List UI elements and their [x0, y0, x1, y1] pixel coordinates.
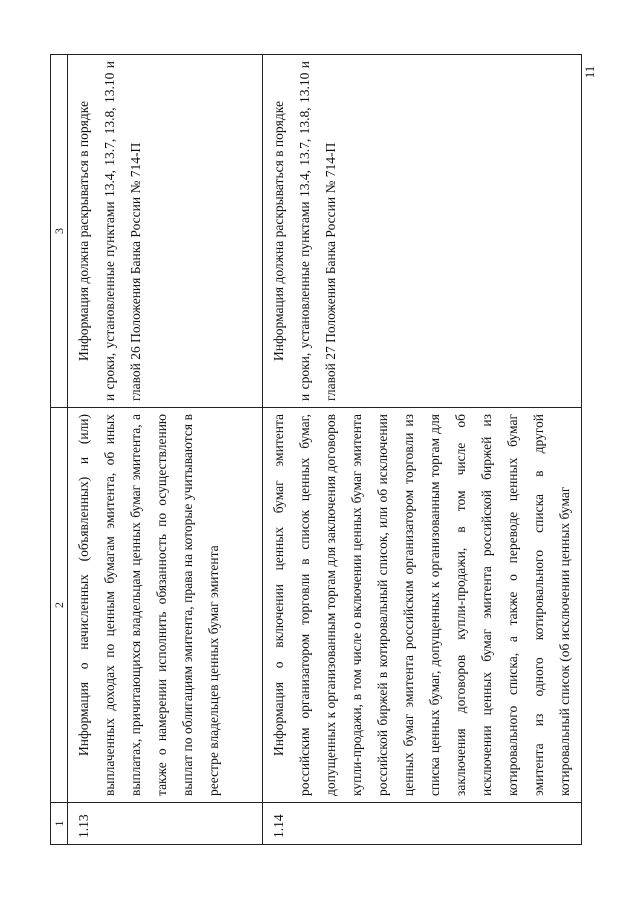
- header-col-1: 1: [51, 803, 68, 845]
- row-number: 1.13: [68, 803, 263, 845]
- row-description: Информация о начисленных (объявленных) и (или) выплаченных доходах по ценным бумагам эмитента, об иных выплатах, причитающихся владельцам ценных бумаг эмитента, а также о намерении исполнить обязанность по осуществлению выплат по облигациям эмитента, права на которые учитываются в реестре владельцев ценных бумаг эмитента: [68, 408, 263, 803]
- document-page: [45, 45, 585, 855]
- disclosure-first-line: Информация должна раскрываться в порядке: [76, 101, 91, 361]
- row-number: 1.14: [263, 803, 582, 845]
- table-row: [263, 55, 582, 845]
- page-number: 11: [582, 65, 597, 79]
- table-header-row: [51, 55, 68, 845]
- disclosure-table: [50, 54, 582, 845]
- disclosure-rest: и сроки, установленные пунктами 13.4, 13.7, 13.8, 13.10 и главой 27 Положения Банка России № 714-П: [297, 61, 338, 401]
- disclosure-rest: и сроки, установленные пунктами 13.4, 13.7, 13.8, 13.10 и главой 26 Положения Банка России № 714-П: [102, 61, 143, 401]
- row-disclosure-terms: [68, 55, 263, 408]
- table-row: [68, 55, 263, 845]
- header-col-3: 3: [51, 55, 68, 408]
- rotated-landscape-content: [45, 45, 585, 855]
- header-col-2: 2: [51, 408, 68, 803]
- row-disclosure-terms: [263, 55, 582, 408]
- disclosure-first-line: Информация должна раскрываться в порядке: [271, 101, 286, 361]
- row-description: Информация о включении ценных бумаг эмитента российским организатором торговли в список ценных бумаг, допущенных к организованным торгам для заключения договоров купли-продажи, в том числе о включении ценных бумаг эмитента российской биржей в котировальный список, или об исключении ценных бумаг эмитента российским организатором торговли из списка ценных бумаг, допущенных к организованным торгам для заключения договоров купли-продажи, в том числе об исключении ценных бумаг эмитента российской биржей из котировального списка, а также о переводе ценных бумаг эмитента из одного котировального списка в другой котировальный список (об исключении ценных бумаг: [263, 408, 582, 803]
